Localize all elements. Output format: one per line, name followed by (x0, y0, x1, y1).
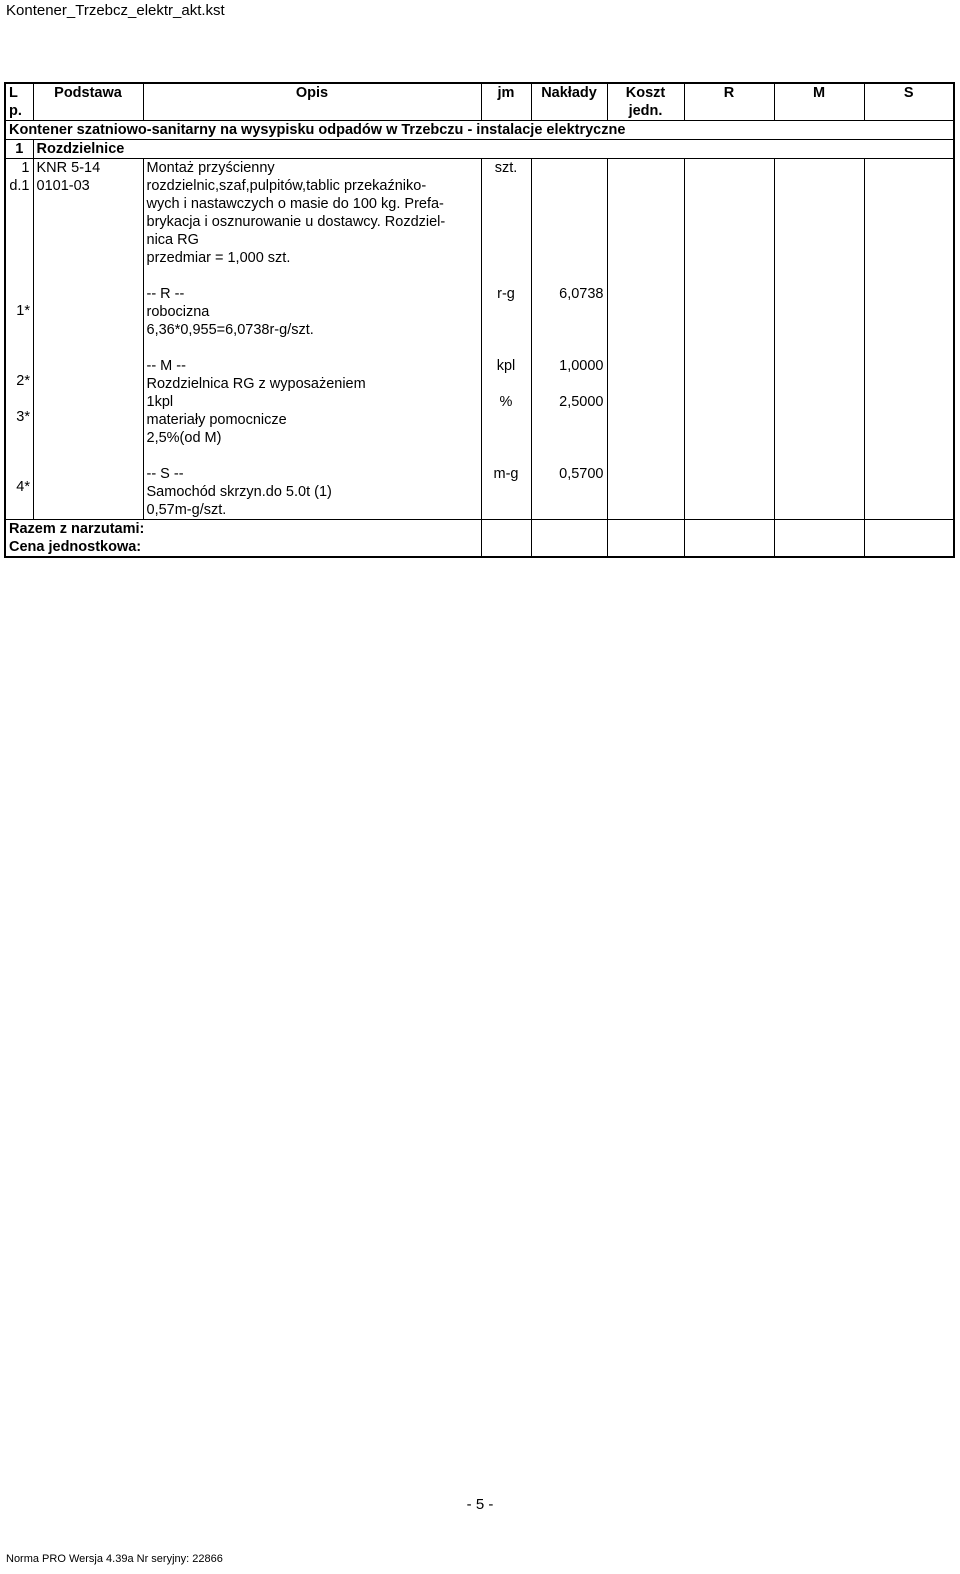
item-jm: szt. r-g kpl % m-g (481, 159, 531, 520)
item-koszt (607, 159, 684, 520)
item-s (864, 159, 954, 520)
page-number: - 5 - (466, 1496, 494, 1513)
totals-row (5, 520, 954, 558)
resource-num-3: 3* (16, 409, 30, 425)
totals-m (774, 520, 864, 558)
table-header (5, 83, 954, 121)
item-podstawa: KNR 5-14 0101-03 (33, 159, 143, 520)
cost-table (4, 82, 955, 558)
section-row (5, 121, 954, 140)
footer-text: Norma PRO Wersja 4.39a Nr seryjny: 22866 (6, 1553, 223, 1565)
header-naklady: Nakłady (531, 83, 607, 121)
resource-num-2: 2* (16, 373, 30, 389)
file-title: Kontener_Trzebcz_elektr_akt.kst (6, 2, 225, 19)
header-podstawa: Podstawa (33, 83, 143, 121)
header-m: M (774, 83, 864, 121)
item-naklady: 6,0738 1,0000 2,5000 0,5700 (531, 159, 607, 520)
header-jm: jm (481, 83, 531, 121)
subsection-num: 1 (5, 140, 33, 159)
totals-labels (5, 520, 481, 558)
razem-label: Razem z narzutami: (9, 521, 145, 537)
subsection-title: Rozdzielnice (33, 140, 954, 159)
totals-r (684, 520, 774, 558)
header-opis: Opis (143, 83, 481, 121)
header-r: R (684, 83, 774, 121)
header-s: S (864, 83, 954, 121)
totals-naklady (531, 520, 607, 558)
header-lp: L p. (5, 83, 33, 121)
item-m (774, 159, 864, 520)
item-r (684, 159, 774, 520)
resource-num-4: 4* (16, 479, 30, 495)
resource-num-1: 1* (16, 303, 30, 319)
item-description: Montaż przyścienny rozdzielnic,szaf,pulpitów,tablic przekaźniko- wych i nastawczych o masie do 100 kg. Prefa- brykacja i osznurowanie u dostawcy. Rozdziel- nica RG przedmiar = 1,000 szt. -- R -- robocizna 6,36*0,955=6,0738r-g/szt. -- M -- Rozdzielnica RG z wyposażeniem 1kpl materiały pomocnicze 2,5%(od M) -- S -- Samochód skrzyn.do 5.0t (1) 0,57m-g/szt. (143, 159, 481, 520)
item-row (5, 159, 954, 520)
totals-koszt (607, 520, 684, 558)
item-lp: 1 d.1 (5, 159, 33, 520)
cena-label: Cena jednostkowa: (9, 539, 142, 555)
totals-jm (481, 520, 531, 558)
totals-s (864, 520, 954, 558)
subsection-row (5, 140, 954, 159)
header-koszt: Koszt jedn. (607, 83, 684, 121)
section-title: Kontener szatniowo-sanitarny na wysypisku odpadów w Trzebczu - instalacje elektryczne (5, 121, 954, 140)
